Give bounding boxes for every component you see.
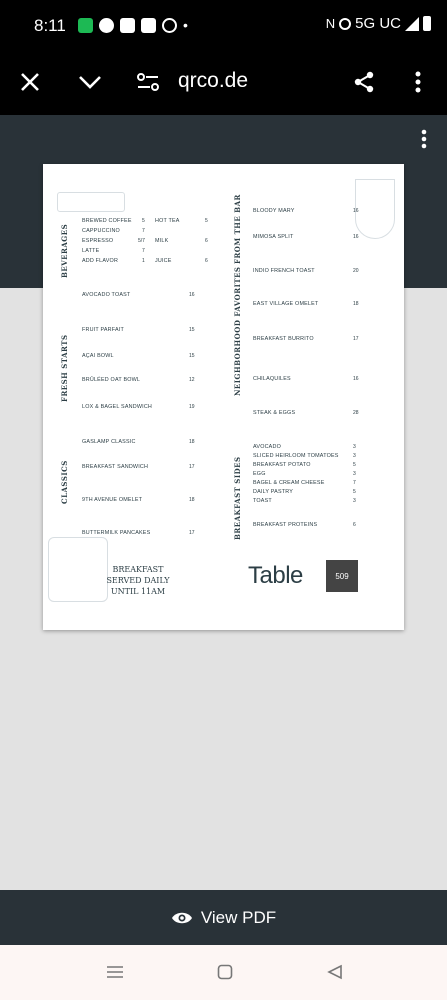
menu-price: 15 xyxy=(189,327,195,333)
restaurant-logo xyxy=(248,562,349,590)
menu-price: 3 xyxy=(353,444,356,450)
menu-price: 3 xyxy=(353,453,356,459)
back-button[interactable] xyxy=(324,961,346,983)
alarm-icon xyxy=(339,18,351,30)
home-button[interactable] xyxy=(214,961,236,983)
home-icon xyxy=(217,964,233,980)
menu-price: 18 xyxy=(189,439,195,445)
menu-item: 9TH AVENUE OMELET xyxy=(82,497,143,503)
system-navbar xyxy=(0,945,447,1000)
section-classics: CLASSICS xyxy=(60,460,69,504)
menu-item: EAST VILLAGE OMELET xyxy=(253,301,319,307)
cup-sketch xyxy=(57,192,125,212)
menu-item: SLICED HEIRLOOM TOMATOES xyxy=(253,453,339,459)
menu-item: BREAKFAST PROTEINS xyxy=(253,522,318,528)
menu-item: BUTTERMILK PANCAKES xyxy=(82,530,151,536)
facebook-icon xyxy=(99,18,114,33)
logo-text: Table xyxy=(248,562,303,589)
menu-price: 5 xyxy=(142,218,145,224)
menu-price: 3 xyxy=(353,498,356,504)
menu-price: 15 xyxy=(189,353,195,359)
menu-price: 12 xyxy=(189,377,195,383)
menu-item: BREWED COFFEE xyxy=(82,218,132,224)
menu-price: 6 xyxy=(353,522,356,528)
menu-price: 6 xyxy=(205,238,208,244)
menu-price: 1 xyxy=(142,258,145,264)
menu-item: DAILY PASTRY xyxy=(253,489,294,495)
view-pdf-label: View PDF xyxy=(200,907,277,927)
close-icon xyxy=(19,71,41,93)
menu-price: 19 xyxy=(189,404,195,410)
close-button[interactable] xyxy=(12,64,48,100)
served-hours: BREAKFAST SERVED DAILY UNTIL 11AM xyxy=(106,565,170,596)
menu-price: 28 xyxy=(353,410,359,416)
menu-item: BREAKFAST BURRITO xyxy=(253,336,314,342)
signal-icon xyxy=(405,17,419,31)
menu-item: AÇAI BOWL xyxy=(82,353,114,359)
check-icon xyxy=(162,18,177,33)
menu-item: LOX & BAGEL SANDWICH xyxy=(82,404,153,410)
menu-item: AVOCADO xyxy=(253,444,281,450)
menu-item: BREAKFAST POTATO xyxy=(253,462,311,468)
nfc-icon: N xyxy=(325,16,336,31)
page-settings-icon xyxy=(136,72,160,92)
menu-item: TOAST xyxy=(253,498,272,504)
collapse-button[interactable] xyxy=(72,64,108,100)
menu-price: 16 xyxy=(353,208,359,214)
menu-item: LATTE xyxy=(82,248,100,254)
more-vert-icon xyxy=(415,71,421,93)
menu-item: AVOCADO TOAST xyxy=(82,292,131,298)
cocktail-sketch xyxy=(355,179,395,239)
menu-item: EGG xyxy=(253,471,266,477)
recents-icon xyxy=(106,965,124,979)
share-icon xyxy=(352,70,376,94)
menu-item: CAPPUCCINO xyxy=(82,228,120,234)
menu-item: BRÛLÉED OAT BOWL xyxy=(82,377,141,383)
pdf-viewer[interactable] xyxy=(0,115,447,890)
menu-price: 16 xyxy=(353,234,359,240)
menu-item: ESPRESSO xyxy=(82,238,114,244)
menu-price: 7 xyxy=(142,248,145,254)
menu-item: ADD FLAVOR xyxy=(82,258,119,264)
eye-icon xyxy=(171,911,193,925)
section-breakfast-sides: BREAKFAST SIDES xyxy=(233,456,242,540)
status-bar xyxy=(0,0,447,50)
menu-item: MILK xyxy=(155,238,169,244)
menu-price: 17 xyxy=(189,464,195,470)
menu-price: 17 xyxy=(353,336,359,342)
section-fresh-starts: FRESH STARTS xyxy=(60,334,69,402)
back-icon xyxy=(327,964,343,980)
section-from-the-bar: FROM THE BAR xyxy=(233,194,242,264)
menu-price: 7 xyxy=(353,480,356,486)
menu-price: 5 xyxy=(205,218,208,224)
menu-item: MIMOSA SPLIT xyxy=(253,234,294,240)
battery-icon xyxy=(423,16,431,31)
menu-page[interactable] xyxy=(43,164,404,630)
menu-price: 18 xyxy=(189,497,195,503)
section-neighborhood: NEIGHBORHOOD FAVORITES xyxy=(233,266,242,396)
status-time: 8:11 xyxy=(34,16,66,35)
network-label: 5G UC xyxy=(355,15,401,32)
menu-price: 7 xyxy=(142,228,145,234)
logo-number: 509 xyxy=(326,560,358,592)
menu-price: 5 xyxy=(353,462,356,468)
menu-item: JUICE xyxy=(155,258,172,264)
menu-item: GASLAMP CLASSIC xyxy=(82,439,136,445)
more-vert-icon xyxy=(421,129,427,149)
messenger-icon xyxy=(120,18,135,33)
viewer-menu-button[interactable] xyxy=(421,129,433,153)
url-text[interactable]: qrco.de xyxy=(178,69,249,92)
browser-toolbar xyxy=(0,50,447,115)
chevron-down-icon xyxy=(78,74,102,90)
menu-price: 18 xyxy=(353,301,359,307)
menu-item: CHILAQUILES xyxy=(253,376,291,382)
menu-price: 20 xyxy=(353,268,359,274)
menu-price: 3 xyxy=(353,471,356,477)
section-beverages: BEVERAGES xyxy=(60,223,69,278)
dot-icon: • xyxy=(183,17,188,33)
menu-item: INDIO FRENCH TOAST xyxy=(253,268,315,274)
page-settings-button[interactable] xyxy=(130,64,166,100)
menu-item: HOT TEA xyxy=(155,218,180,224)
menu-item: BAGEL & CREAM CHEESE xyxy=(253,480,325,486)
system-status xyxy=(326,15,431,32)
menu-item: STEAK & EGGS xyxy=(253,410,296,416)
menu-price: 16 xyxy=(189,292,195,298)
menu-price: 5 xyxy=(353,489,356,495)
chart-app-icon xyxy=(141,18,156,33)
menu-price: 5/7 xyxy=(138,238,145,244)
notification-app-icon xyxy=(78,18,93,33)
menu-item: FRUIT PARFAIT xyxy=(82,327,124,333)
menu-price: 17 xyxy=(189,530,195,536)
more-options-button[interactable] xyxy=(400,64,436,100)
menu-price: 6 xyxy=(205,258,208,264)
menu-item: BLOODY MARY xyxy=(253,208,295,214)
menu-item: BREAKFAST SANDWICH xyxy=(82,464,149,470)
view-pdf-button[interactable] xyxy=(0,890,447,945)
recents-button[interactable] xyxy=(104,961,126,983)
menu-price: 16 xyxy=(353,376,359,382)
share-button[interactable] xyxy=(346,64,382,100)
notification-icons xyxy=(78,17,188,33)
